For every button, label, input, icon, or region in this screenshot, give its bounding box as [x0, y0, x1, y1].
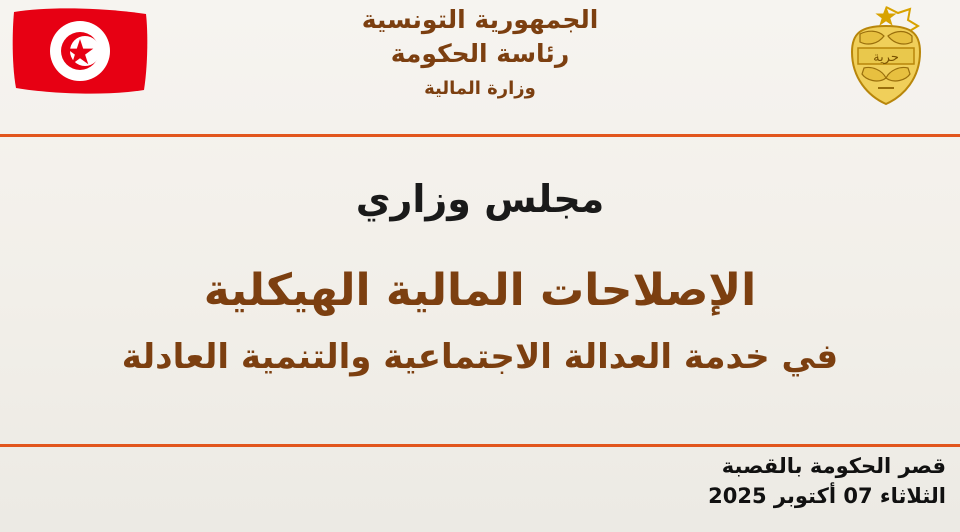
page-subtitle: في خدمة العدالة الاجتماعية والتنمية العادلة [121, 336, 839, 377]
council-label: مجلس وزاري [355, 177, 605, 221]
tunisia-national-emblem-icon [838, 4, 934, 108]
slide-header [0, 0, 960, 134]
divider-bottom [0, 444, 960, 447]
slide-body [0, 137, 960, 444]
footer-place: قصر الحكومة بالقصبة [721, 454, 946, 478]
footer-date: الثلاثاء 07 أكتوبر 2025 [708, 484, 946, 509]
page-title: الإصلاحات المالية الهيكلية [203, 265, 757, 316]
header-line-presidency: رئاسة الحكومة [390, 39, 570, 68]
header-line-country: الجمهورية التونسية [361, 5, 599, 34]
header-line-ministry: وزارة المالية [424, 77, 536, 99]
svg-text:حرية: حرية [873, 50, 899, 65]
header-title-block [0, 4, 960, 100]
slide-footer [708, 452, 946, 511]
